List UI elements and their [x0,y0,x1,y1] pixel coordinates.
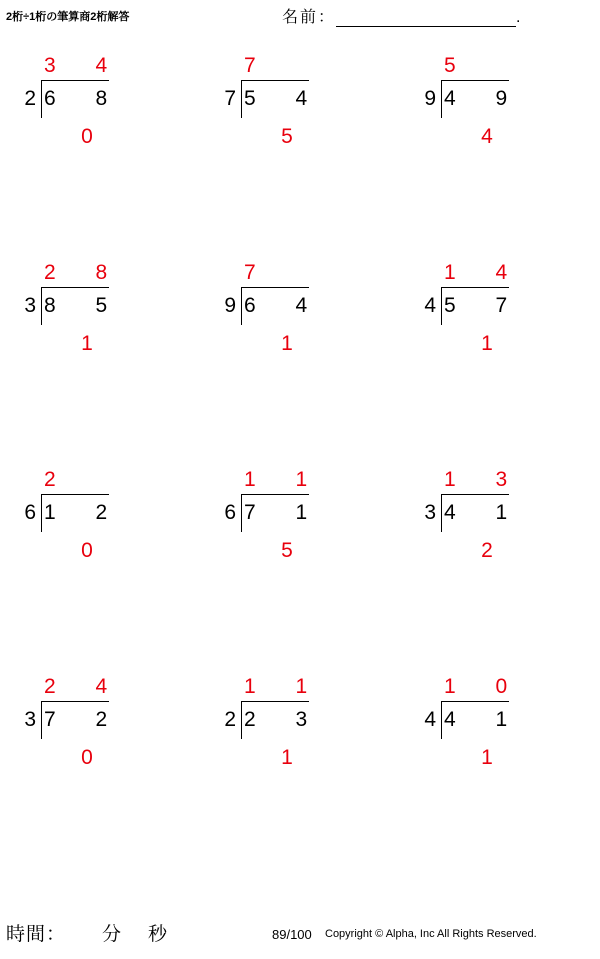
dividend-12: 4 1 [444,708,525,731]
quotient-12: 1 0 [444,675,525,698]
problem-cell-2 [200,44,400,251]
problem-cell-1 [0,44,200,251]
problem-row [0,251,600,458]
problem-grid [0,44,600,872]
quotient-5: 7 [244,261,273,284]
divisor-8: 6 [224,501,236,524]
problem-cell-3 [400,44,600,251]
problem-row [0,665,600,872]
time-label: 時間： [6,924,67,945]
quotient-10: 2 4 [44,675,125,698]
page-number: 89/100 [272,927,312,942]
quotient-7: 2 [44,468,73,491]
divisor-12: 4 [424,708,436,731]
worksheet-title: 2桁÷1桁の筆算商2桁解答 [6,11,130,23]
quotient-2: 7 [244,54,273,77]
name-suffix: . [516,9,521,26]
quotient-3: 5 [444,54,473,77]
problem-cell-5 [200,251,400,458]
worksheet-footer [0,911,600,959]
remainder-11: 1 [281,746,293,769]
remainder-4: 1 [81,332,93,355]
problem-cell-7 [0,458,200,665]
remainder-9: 2 [481,539,493,562]
dividend-2: 5 4 [244,87,325,110]
divisor-9: 3 [424,501,436,524]
divisor-3: 9 [424,87,436,110]
quotient-9: 1 3 [444,468,525,491]
quotient-6: 1 4 [444,261,525,284]
worksheet-header [0,0,600,36]
dividend-6: 5 7 [444,294,525,317]
problem-cell-4 [0,251,200,458]
remainder-1: 0 [81,125,93,148]
dividend-11: 2 3 [244,708,325,731]
name-field-area [282,4,520,27]
dividend-9: 4 1 [444,501,525,524]
divisor-10: 3 [24,708,36,731]
problem-cell-8 [200,458,400,665]
problem-cell-12 [400,665,600,872]
divisor-1: 2 [24,87,36,110]
problem-cell-9 [400,458,600,665]
divisor-6: 4 [424,294,436,317]
seconds-label: 秒 [148,924,169,945]
remainder-12: 1 [481,746,493,769]
divisor-7: 6 [24,501,36,524]
quotient-8: 1 1 [244,468,325,491]
remainder-6: 1 [481,332,493,355]
name-input-line[interactable] [336,8,516,27]
remainder-10: 0 [81,746,93,769]
quotient-1: 3 4 [44,54,125,77]
quotient-11: 1 1 [244,675,325,698]
remainder-2: 5 [281,125,293,148]
copyright-notice: Copyright © Alpha, Inc All Rights Reserved. [325,928,537,940]
dividend-3: 4 9 [444,87,525,110]
problem-row [0,44,600,251]
dividend-1: 6 8 [44,87,125,110]
remainder-7: 0 [81,539,93,562]
dividend-10: 7 2 [44,708,125,731]
divisor-2: 7 [224,87,236,110]
dividend-4: 8 5 [44,294,125,317]
dividend-5: 6 4 [244,294,325,317]
problem-row [0,458,600,665]
dividend-8: 7 1 [244,501,325,524]
problem-cell-11 [200,665,400,872]
divisor-5: 9 [224,294,236,317]
remainder-5: 1 [281,332,293,355]
divisor-11: 2 [224,708,236,731]
quotient-4: 2 8 [44,261,125,284]
divisor-4: 3 [24,294,36,317]
minutes-label: 分 [102,924,123,945]
time-record-area [6,919,168,946]
problem-cell-10 [0,665,200,872]
remainder-3: 4 [481,125,493,148]
dividend-7: 1 2 [44,501,125,524]
remainder-8: 5 [281,539,293,562]
problem-cell-6 [400,251,600,458]
name-label: 名前： [282,9,337,26]
